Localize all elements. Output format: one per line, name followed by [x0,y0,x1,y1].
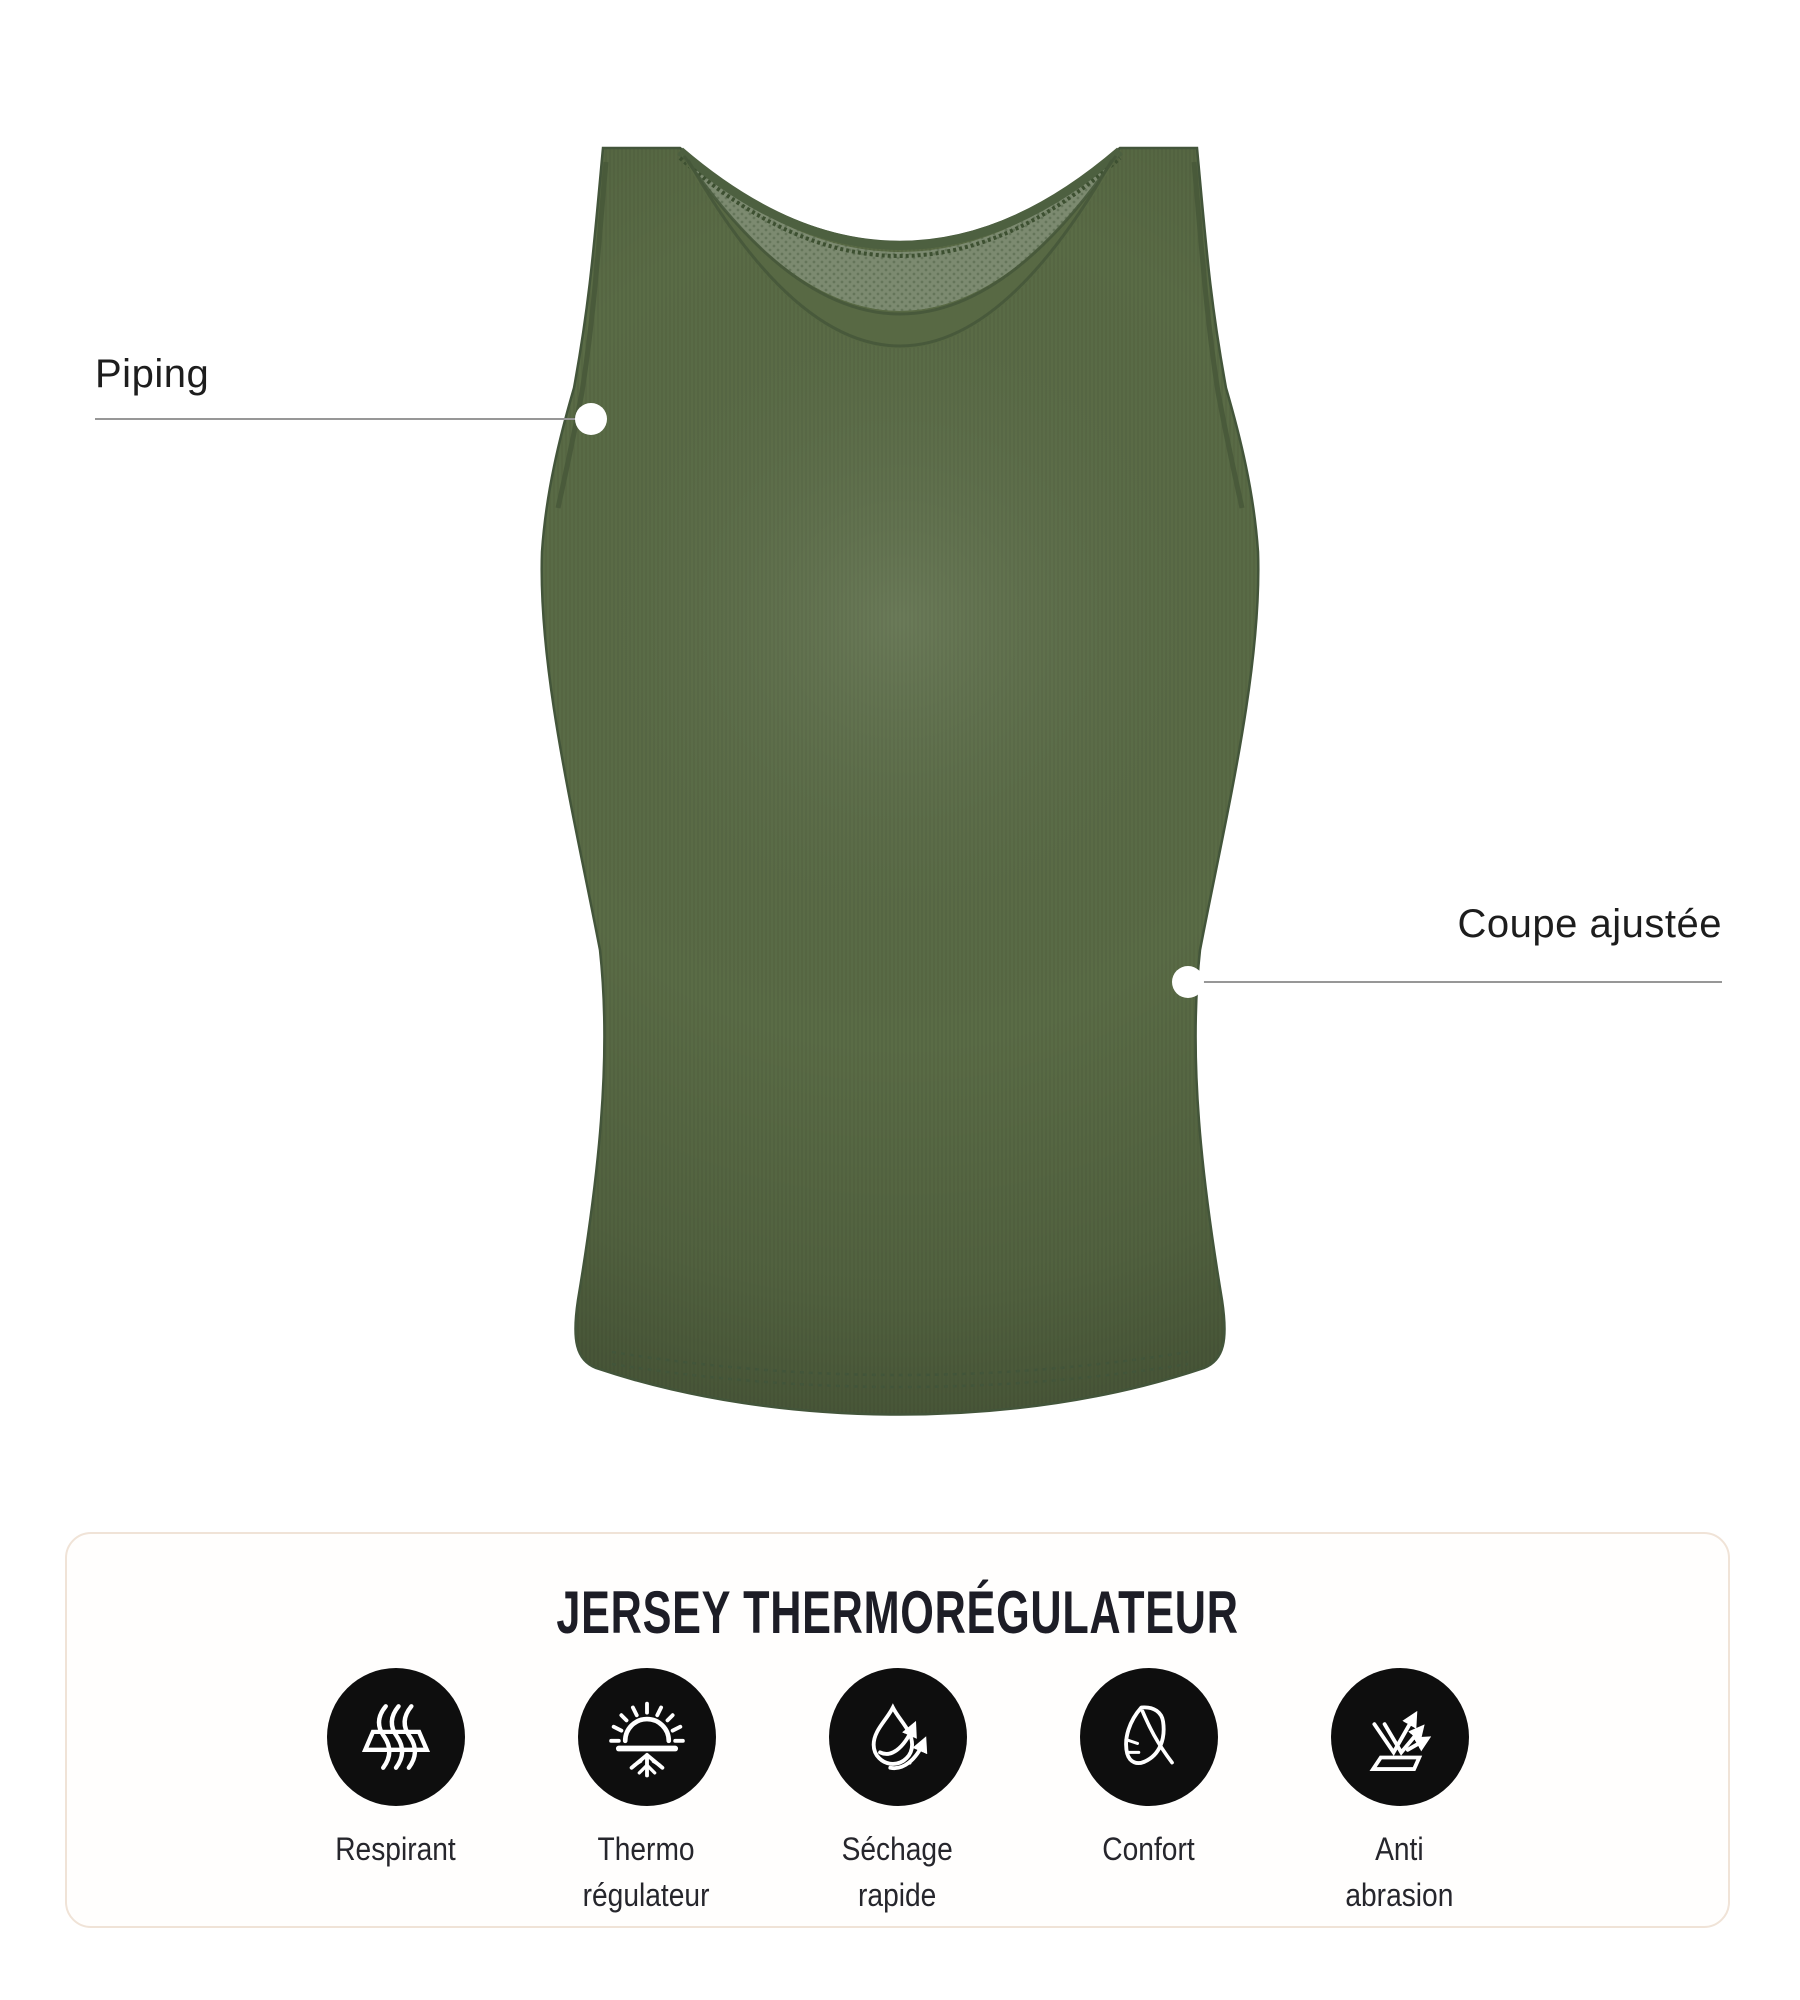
feature-comfort [1023,1668,1274,1918]
panel-title: JERSEY THERMORÉGULATEUR [556,1579,1239,1646]
piping-callout-line [95,418,577,420]
feature-label: Thermo régulateur [583,1831,710,1913]
thermoregulator-icon [578,1668,716,1806]
feature-quick-dry [772,1668,1023,1918]
feature-thermoregulator [521,1668,772,1918]
anti-abrasion-icon [1331,1668,1469,1806]
comfort-feather-icon [1080,1668,1218,1806]
fit-callout-line [1202,981,1722,983]
breathable-icon [327,1668,465,1806]
feature-anti-abrasion [1274,1668,1525,1918]
feature-label: Confort [1102,1831,1195,1867]
feature-label: Anti abrasion [1345,1831,1454,1913]
fit-callout-label: Coupe ajustée [1457,902,1722,946]
feature-label: Séchage rapide [841,1831,954,1913]
feature-row [67,1668,1728,1918]
piping-callout-label: Piping [95,352,210,396]
feature-label: Respirant [335,1831,456,1867]
piping-callout-dot [575,403,607,435]
fit-callout-dot [1172,966,1204,998]
quick-dry-icon [829,1668,967,1806]
feature-panel [65,1532,1730,1928]
feature-breathable [270,1668,521,1918]
